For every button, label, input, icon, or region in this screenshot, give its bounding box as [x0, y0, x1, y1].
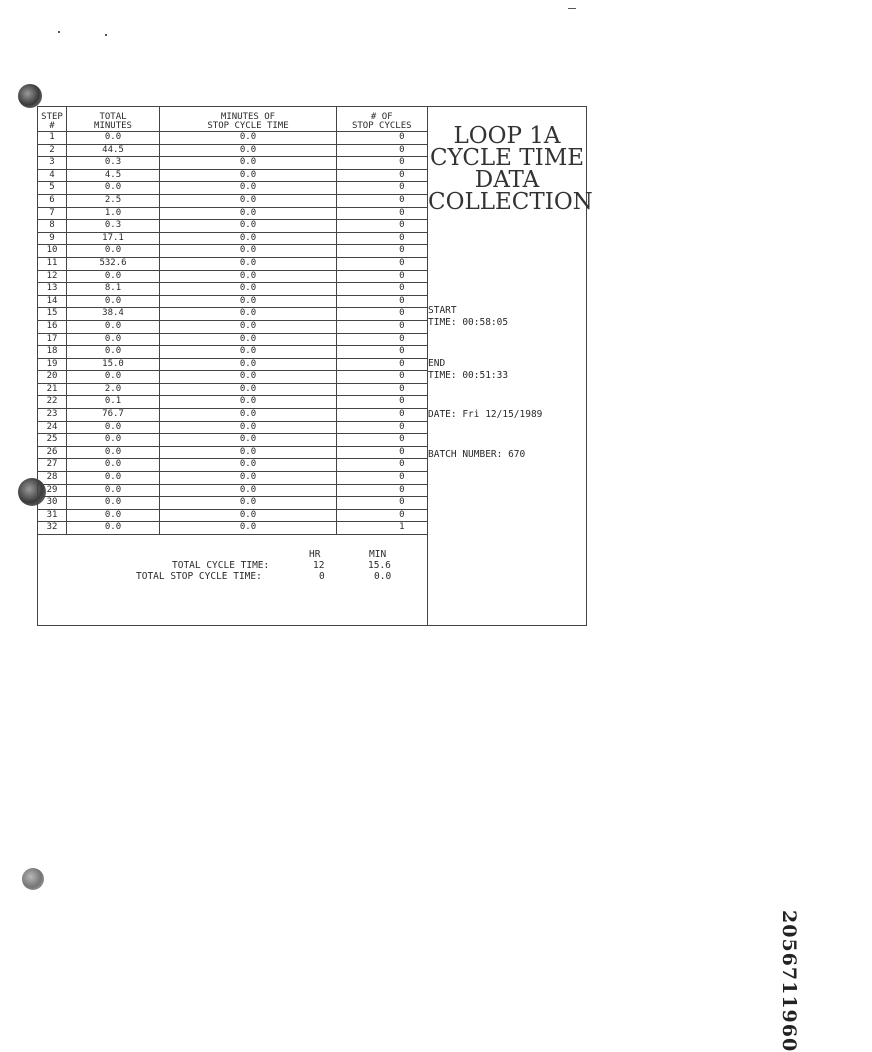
batch-number: BATCH NUMBER: 670: [428, 449, 526, 460]
table-row: [38, 169, 427, 182]
cell-stop-cycle-time: 0.0: [160, 207, 337, 220]
cell-total-minutes: 4.5: [67, 169, 160, 182]
cell-step: 4: [38, 169, 67, 182]
table-row: [38, 434, 427, 447]
cell-total-minutes: 0.0: [67, 509, 160, 522]
cell-stop-cycles: 0: [337, 270, 427, 283]
table-row: [38, 194, 427, 207]
table-row: [38, 182, 427, 195]
cell-total-minutes: 0.0: [67, 497, 160, 510]
cell-stop-cycle-time: 0.0: [160, 484, 337, 497]
header-stop-cycle-time: MINUTES OF STOP CYCLE TIME: [160, 107, 337, 132]
punch-hole-top: [18, 84, 42, 108]
cell-total-minutes: 0.0: [67, 459, 160, 472]
cell-stop-cycles: 0: [337, 132, 427, 145]
table-row: [38, 270, 427, 283]
cell-stop-cycles: 0: [337, 484, 427, 497]
cell-step: 28: [38, 472, 67, 485]
cell-total-minutes: 0.0: [67, 371, 160, 384]
cell-stop-cycle-time: 0.0: [160, 308, 337, 321]
cell-stop-cycles: 0: [337, 232, 427, 245]
data-sheet: [37, 106, 593, 626]
cell-step: 32: [38, 522, 67, 535]
cell-stop-cycle-time: 0.0: [160, 232, 337, 245]
cell-stop-cycle-time: 0.0: [160, 144, 337, 157]
table-row: [38, 409, 427, 422]
cell-total-minutes: 17.1: [67, 232, 160, 245]
cell-stop-cycles: 0: [337, 446, 427, 459]
header-step: STEP #: [38, 107, 67, 132]
start-time: TIME: 00:58:05: [428, 317, 509, 328]
cell-total-minutes: 44.5: [67, 144, 160, 157]
cell-stop-cycles: 0: [337, 194, 427, 207]
table-row: [38, 308, 427, 321]
title-line: DATA: [474, 167, 540, 193]
cell-step: 30: [38, 497, 67, 510]
cell-stop-cycles: 0: [337, 207, 427, 220]
cell-total-minutes: 532.6: [67, 257, 160, 270]
cell-total-minutes: 0.3: [67, 157, 160, 170]
cell-stop-cycles: 0: [337, 358, 427, 371]
table-row: [38, 257, 427, 270]
report-title: [428, 123, 593, 215]
cell-total-minutes: 8.1: [67, 283, 160, 296]
cell-stop-cycle-time: 0.0: [160, 194, 337, 207]
cell-stop-cycle-time: 0.0: [160, 245, 337, 258]
cell-total-minutes: 0.0: [67, 522, 160, 535]
cell-total-minutes: 0.0: [67, 320, 160, 333]
cell-stop-cycle-time: 0.0: [160, 257, 337, 270]
cell-stop-cycles: 0: [337, 409, 427, 422]
cell-step: 3: [38, 157, 67, 170]
cell-total-minutes: 0.0: [67, 245, 160, 258]
cell-total-minutes: 0.0: [67, 295, 160, 308]
table-row: [38, 446, 427, 459]
cell-step: 9: [38, 232, 67, 245]
table-row: [38, 383, 427, 396]
cell-total-minutes: 0.0: [67, 270, 160, 283]
cell-stop-cycle-time: 0.0: [160, 522, 337, 535]
cell-stop-cycles: 0: [337, 283, 427, 296]
cell-stop-cycles: 0: [337, 220, 427, 233]
cell-total-minutes: 0.0: [67, 446, 160, 459]
cell-step: 1: [38, 132, 67, 145]
cell-stop-cycles: 0: [337, 434, 427, 447]
table-row: [38, 157, 427, 170]
cell-step: 7: [38, 207, 67, 220]
cell-step: 21: [38, 383, 67, 396]
cell-stop-cycles: 0: [337, 169, 427, 182]
cell-stop-cycles: 0: [337, 144, 427, 157]
cell-total-minutes: 1.0: [67, 207, 160, 220]
cell-stop-cycle-time: 0.0: [160, 333, 337, 346]
table-row: [38, 207, 427, 220]
cell-stop-cycle-time: 0.0: [160, 270, 337, 283]
cell-stop-cycles: 0: [337, 383, 427, 396]
cell-stop-cycle-time: 0.0: [160, 295, 337, 308]
cell-stop-cycle-time: 0.0: [160, 283, 337, 296]
cell-stop-cycle-time: 0.0: [160, 358, 337, 371]
cell-step: 10: [38, 245, 67, 258]
table-row: [38, 295, 427, 308]
cell-stop-cycles: 0: [337, 157, 427, 170]
cell-total-minutes: 0.0: [67, 182, 160, 195]
cell-step: 18: [38, 346, 67, 359]
punch-hole-bottom: [22, 868, 44, 890]
cell-step: 31: [38, 509, 67, 522]
cell-step: 20: [38, 371, 67, 384]
cell-stop-cycle-time: 0.0: [160, 320, 337, 333]
cell-step: 12: [38, 270, 67, 283]
cell-stop-cycle-time: 0.0: [160, 509, 337, 522]
table-row: [38, 371, 427, 384]
cell-step: 24: [38, 421, 67, 434]
table-row: [38, 220, 427, 233]
cell-stop-cycles: 0: [337, 245, 427, 258]
header-stop-cycles: # OF STOP CYCLES: [337, 107, 427, 132]
cell-step: 22: [38, 396, 67, 409]
cell-step: 13: [38, 283, 67, 296]
cell-step: 8: [38, 220, 67, 233]
cell-stop-cycles: 0: [337, 509, 427, 522]
speck: [58, 31, 60, 33]
table-row: [38, 459, 427, 472]
speck: [568, 8, 576, 9]
title-line: CYCLE TIME: [429, 145, 585, 171]
min-label: MIN: [369, 549, 387, 560]
cell-stop-cycle-time: 0.0: [160, 182, 337, 195]
cell-total-minutes: 0.0: [67, 434, 160, 447]
cell-stop-cycle-time: 0.0: [160, 497, 337, 510]
cell-stop-cycle-time: 0.0: [160, 371, 337, 384]
cell-stop-cycle-time: 0.0: [160, 396, 337, 409]
cell-total-minutes: 2.5: [67, 194, 160, 207]
total-cycle-time-min: 15.6: [368, 560, 391, 571]
table-row: [38, 132, 427, 145]
cell-stop-cycle-time: 0.0: [160, 434, 337, 447]
cell-stop-cycles: 0: [337, 396, 427, 409]
cell-total-minutes: 0.1: [67, 396, 160, 409]
cell-stop-cycle-time: 0.0: [160, 383, 337, 396]
cell-step: 23: [38, 409, 67, 422]
end-label: END: [428, 358, 446, 369]
cycle-time-table: [38, 107, 427, 535]
cell-stop-cycle-time: 0.0: [160, 157, 337, 170]
table-row: [38, 346, 427, 359]
cell-stop-cycle-time: 0.0: [160, 169, 337, 182]
cell-total-minutes: 0.0: [67, 484, 160, 497]
cell-total-minutes: 0.3: [67, 220, 160, 233]
cell-stop-cycle-time: 0.0: [160, 446, 337, 459]
cell-stop-cycle-time: 0.0: [160, 220, 337, 233]
cell-stop-cycles: 0: [337, 497, 427, 510]
table-row: [38, 421, 427, 434]
cell-step: 19: [38, 358, 67, 371]
title-line: COLLECTION: [428, 189, 593, 215]
cell-step: 25: [38, 434, 67, 447]
table-row: [38, 232, 427, 245]
table-header-row: [38, 107, 427, 132]
cell-total-minutes: 0.0: [67, 333, 160, 346]
cell-total-minutes: 76.7: [67, 409, 160, 422]
cell-step: 17: [38, 333, 67, 346]
cell-stop-cycles: 0: [337, 472, 427, 485]
cell-stop-cycle-time: 0.0: [160, 421, 337, 434]
table-row: [38, 333, 427, 346]
cell-step: 16: [38, 320, 67, 333]
table-row: [38, 522, 427, 535]
table-row: [38, 396, 427, 409]
table-row: [38, 497, 427, 510]
cell-step: 26: [38, 446, 67, 459]
title-line: LOOP 1A: [453, 123, 561, 149]
cell-stop-cycle-time: 0.0: [160, 132, 337, 145]
cell-stop-cycles: 1: [337, 522, 427, 535]
header-total-minutes: TOTAL MINUTES: [67, 107, 160, 132]
cell-total-minutes: 0.0: [67, 421, 160, 434]
cell-step: 15: [38, 308, 67, 321]
table-row: [38, 358, 427, 371]
cell-step: 29: [38, 484, 67, 497]
speck: [105, 34, 107, 36]
total-stop-cycle-time-hr: 0: [319, 571, 325, 582]
cell-total-minutes: 2.0: [67, 383, 160, 396]
cell-stop-cycles: 0: [337, 459, 427, 472]
document-number: 2056711960: [778, 910, 800, 1052]
cell-step: 27: [38, 459, 67, 472]
report-date: DATE: Fri 12/15/1989: [428, 409, 543, 420]
cell-step: 2: [38, 144, 67, 157]
cycle-table-area: [38, 107, 428, 625]
total-stop-cycle-time-label: TOTAL STOP CYCLE TIME:: [136, 571, 262, 582]
cell-stop-cycles: 0: [337, 308, 427, 321]
cell-step: 11: [38, 257, 67, 270]
table-row: [38, 245, 427, 258]
cell-stop-cycles: 0: [337, 257, 427, 270]
table-row: [38, 484, 427, 497]
cell-stop-cycle-time: 0.0: [160, 346, 337, 359]
total-stop-cycle-time-min: 0.0: [374, 571, 392, 582]
cell-step: 6: [38, 194, 67, 207]
table-row: [38, 144, 427, 157]
cell-stop-cycles: 0: [337, 333, 427, 346]
cell-stop-cycles: 0: [337, 346, 427, 359]
cell-step: 5: [38, 182, 67, 195]
start-label: START: [428, 305, 457, 316]
cell-stop-cycles: 0: [337, 182, 427, 195]
hr-label: HR: [309, 549, 321, 560]
cell-stop-cycle-time: 0.0: [160, 472, 337, 485]
table-row: [38, 509, 427, 522]
table-row: [38, 283, 427, 296]
cell-stop-cycle-time: 0.0: [160, 409, 337, 422]
cell-total-minutes: 38.4: [67, 308, 160, 321]
end-time: TIME: 00:51:33: [428, 370, 509, 381]
cell-total-minutes: 0.0: [67, 346, 160, 359]
cell-stop-cycles: 0: [337, 371, 427, 384]
cell-total-minutes: 0.0: [67, 472, 160, 485]
cell-stop-cycles: 0: [337, 421, 427, 434]
cell-step: 14: [38, 295, 67, 308]
cell-total-minutes: 15.0: [67, 358, 160, 371]
cell-stop-cycles: 0: [337, 295, 427, 308]
cell-stop-cycles: 0: [337, 320, 427, 333]
total-cycle-time-hr: 12: [313, 560, 325, 571]
cell-stop-cycle-time: 0.0: [160, 459, 337, 472]
table-row: [38, 472, 427, 485]
table-row: [38, 320, 427, 333]
cell-total-minutes: 0.0: [67, 132, 160, 145]
total-cycle-time-label: TOTAL CYCLE TIME:: [172, 560, 270, 571]
